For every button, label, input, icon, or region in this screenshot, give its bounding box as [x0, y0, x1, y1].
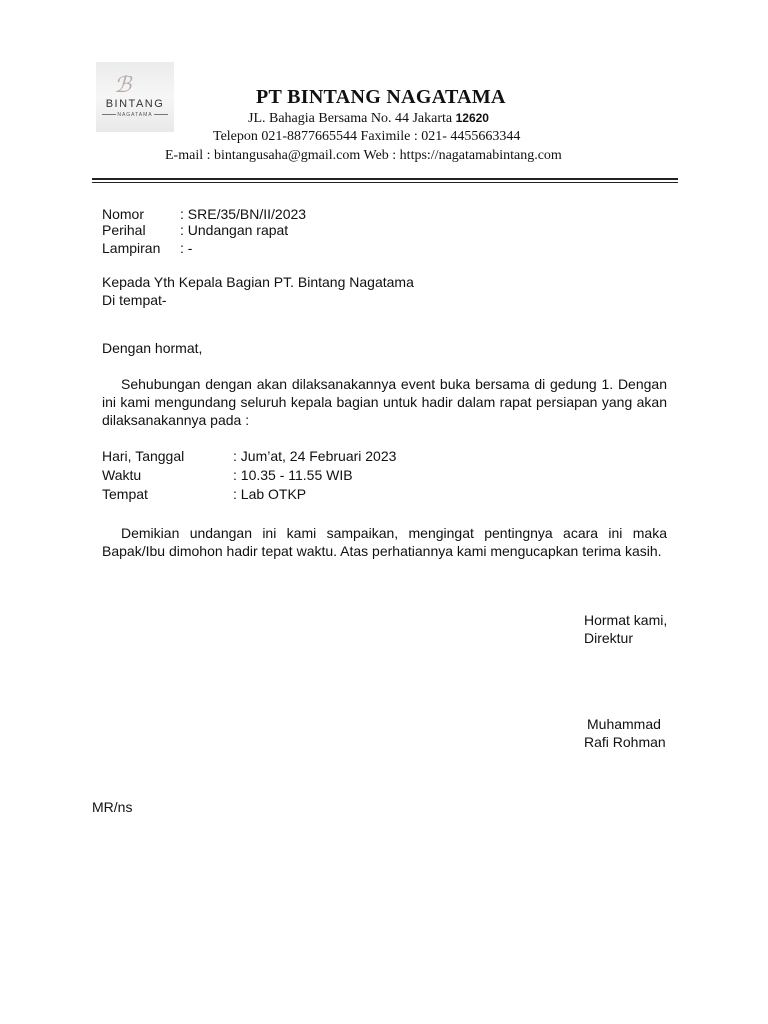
company-name: PT BINTANG NAGATAMA — [256, 86, 506, 108]
closing-greeting: Hormat kami, — [584, 612, 668, 628]
signer-title: Direktur — [584, 630, 634, 646]
meta-label-nomor: Nomor — [102, 206, 145, 222]
logo-name: BINTANG — [105, 98, 165, 110]
detail-value-time: : 10.35 - 11.55 WIB — [233, 467, 353, 483]
detail-label-place: Tempat — [102, 486, 148, 502]
company-logo — [96, 62, 174, 132]
company-contact: E-mail : bintangusaha@gmail.com Web : https://nagatamabintang.com — [165, 148, 562, 163]
logo-divider — [154, 114, 168, 115]
salutation: Dengan hormat, — [102, 340, 203, 356]
reference-initials: MR/ns — [92, 799, 133, 815]
recipient-line: Kepada Yth Kepala Bagian PT. Bintang Nagatama — [102, 274, 414, 290]
recipient-place: Di tempat- — [102, 292, 167, 308]
zip-code: 12620 — [455, 111, 489, 125]
meta-label-perihal: Perihal — [102, 222, 146, 238]
meta-value-nomor: : SRE/35/BN/II/2023 — [180, 206, 307, 222]
company-phone: Telepon 021-8877665544 Faximile : 021- 4455663344 — [213, 129, 521, 144]
detail-label-date: Hari, Tanggal — [102, 448, 185, 464]
body-paragraph-2: Demikian undangan ini kami sampaikan, mengingat pentingnya acara ini maka Bapak/Ibu dimohon hadir tepat waktu. Atas perhatiannya kami mengucapkan terima kasih. — [102, 525, 667, 559]
detail-value-date: : Jum’at, 24 Februari 2023 — [233, 448, 397, 464]
company-address — [248, 111, 489, 127]
body-paragraph-1: Sehubungan dengan akan dilaksanakannya event buka bersama di gedung 1. Dengan ini kami mengundang seluruh kepala bagian untuk hadir dalam rapat persiapan yang akan dilaksanakannya pada : — [102, 376, 667, 428]
meta-label-lampiran: Lampiran — [102, 240, 161, 256]
logo-subname: NAGATAMA — [117, 112, 153, 118]
logo-monogram: ℬ — [114, 72, 132, 97]
meta-value-perihal: : Undangan rapat — [180, 222, 289, 238]
detail-value-place: : Lab OTKP — [233, 486, 307, 502]
header-rule — [92, 178, 678, 180]
signer-name-first: Muhammad — [587, 716, 661, 732]
meta-value-lampiran: : - — [180, 240, 193, 256]
signer-name-last: Rafi Rohman — [584, 734, 666, 750]
address-text: JL. Bahagia Bersama No. 44 Jakarta — [248, 111, 453, 126]
detail-label-time: Waktu — [102, 467, 142, 483]
header-rule-thin — [92, 182, 678, 183]
